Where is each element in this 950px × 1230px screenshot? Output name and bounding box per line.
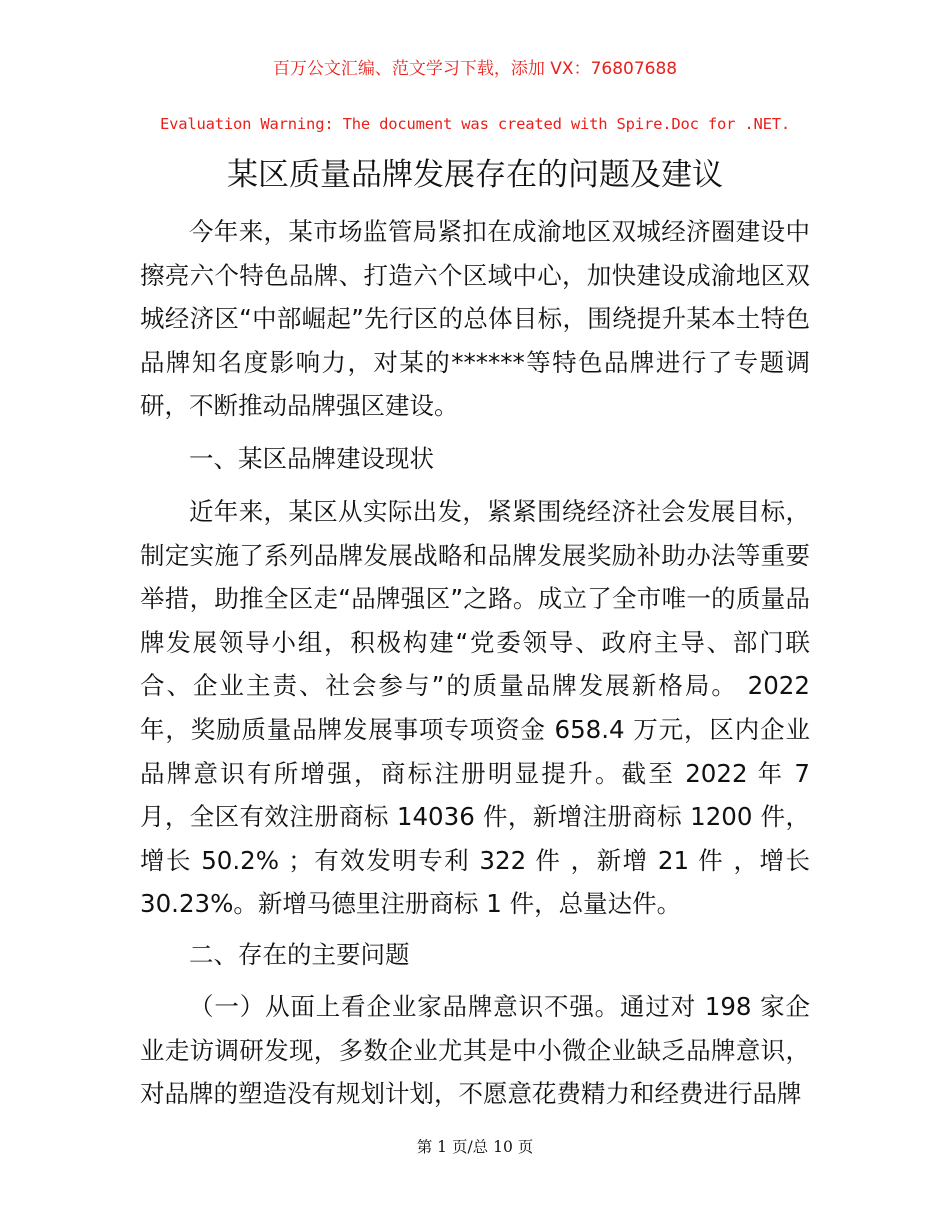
section-heading-1: 一、某区品牌建设现状 <box>189 444 434 473</box>
paragraph-status: 近年来，某区从实际出发，紧紧围绕经济社会发展目标，制定实施了系列品牌发展战略和品牌发展奖励补助办法等重要举措，助推全区走“品牌强区”之路。成立了全市唯一的质量品牌发展领导小组，积极构建“党委领导、政府主导、部门联合、企业主责、社会参与”的质量品牌发展新格局。 2022年，奖励质量品牌发展事项专项资金 658.4 万元，区内企业品牌意识有所增强，商标注册明显提升。截至 2022 年 7 月，全区有效注册商标 14036 件，新增注册商标 1200 件，增长 50.2% ；有效发明专利 322 件 ，新增 21 件 ，增长 30.23%。新增马德里注册商标 1 件，总量达件。 <box>140 497 810 919</box>
document-title: 某区质量品牌发展存在的问题及建议 <box>227 157 723 193</box>
paragraph-intro: 今年来，某市场监管局紧扣在成渝地区双城经济圈建设中擦亮六个特色品牌、打造六个区域中心，加快建设成渝地区双城经济区“中部崛起”先行区的总体目标，围绕提升某本土特色品牌知名度影响力，对某的******等特色品牌进行了专题调研，不断推动品牌强区建设。 <box>140 217 810 421</box>
section-heading-2: 二、存在的主要问题 <box>189 940 410 969</box>
evaluation-warning: Evaluation Warning: The document was created with Spire.Doc for .NET. <box>159 115 791 133</box>
page-footer: 第 1 页/总 10 页 <box>416 1138 534 1156</box>
header-banner: 百万公文汇编、范文学习下载，添加 VX：76807688 <box>272 59 678 79</box>
paragraph-problem-1: （一）从面上看企业家品牌意识不强。通过对 198 家企业走访调研发现，多数企业尤其是中小微企业缺乏品牌意识，对品牌的塑造没有规划计划，不愿意花费精力和经费进行品牌 <box>140 992 810 1109</box>
